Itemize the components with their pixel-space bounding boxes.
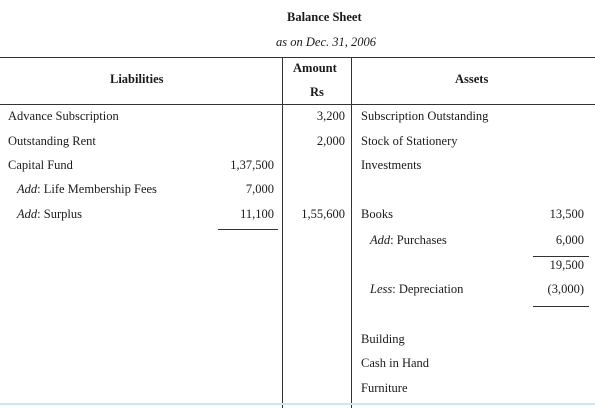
table-top-border [0,57,595,58]
amount-column-left-divider [282,57,283,408]
books-subtotal-rule [533,256,589,257]
purchases-label: : Purchases [390,233,447,247]
life-membership-fees-label: : Life Membership Fees [37,182,157,196]
advance-subscription-amount: 3,200 [316,109,345,123]
life-membership-fees-line [17,183,157,196]
amount-column-right-divider [351,57,352,408]
life-membership-fees-value: 7,000 [245,182,274,196]
assets-header: Assets [455,72,489,86]
balance-sheet-date: as on Dec. 31, 2006 [276,35,376,49]
capital-fund-subtotal-rule [218,229,278,230]
furniture-label: Furniture [361,381,408,395]
add-prefix: Add [17,207,38,221]
books-subtotal-value: 19,500 [549,258,584,272]
outstanding-rent-label: Outstanding Rent [8,134,96,148]
add-prefix: Add [17,182,38,196]
books-value: 13,500 [549,207,584,221]
less-prefix: Less [370,282,393,296]
advance-subscription-label: Advance Subscription [8,109,119,123]
amount-header: Amount [293,61,337,75]
cash-in-hand-label: Cash in Hand [361,356,430,370]
balance-sheet-title: Balance Sheet [287,10,362,24]
capital-fund-label: Capital Fund [8,158,73,172]
capital-fund-value: 1,37,500 [230,158,274,172]
stock-of-stationery-label: Stock of Stationery [361,134,458,148]
liabilities-header: Liabilities [110,72,164,86]
surplus-line [17,208,82,221]
capital-fund-total-amount: 1,55,600 [301,207,345,221]
page-bottom-strip [0,403,595,405]
depreciation-label: : Depreciation [392,282,464,296]
purchases-line [370,234,447,247]
investments-label: Investments [361,158,422,172]
books-label: Books [361,207,393,221]
table-header-bottom-border [0,104,595,105]
purchases-value: 6,000 [555,233,584,247]
depreciation-value: (3,000) [547,282,584,296]
surplus-label: : Surplus [37,207,82,221]
books-net-rule [533,306,589,307]
outstanding-rent-amount: 2,000 [316,134,345,148]
subscription-outstanding-label: Subscription Outstanding [361,109,489,123]
surplus-value: 11,100 [240,207,274,221]
building-label: Building [361,332,405,346]
currency-header: Rs [310,85,324,99]
depreciation-line [370,283,463,296]
add-prefix: Add [370,233,391,247]
